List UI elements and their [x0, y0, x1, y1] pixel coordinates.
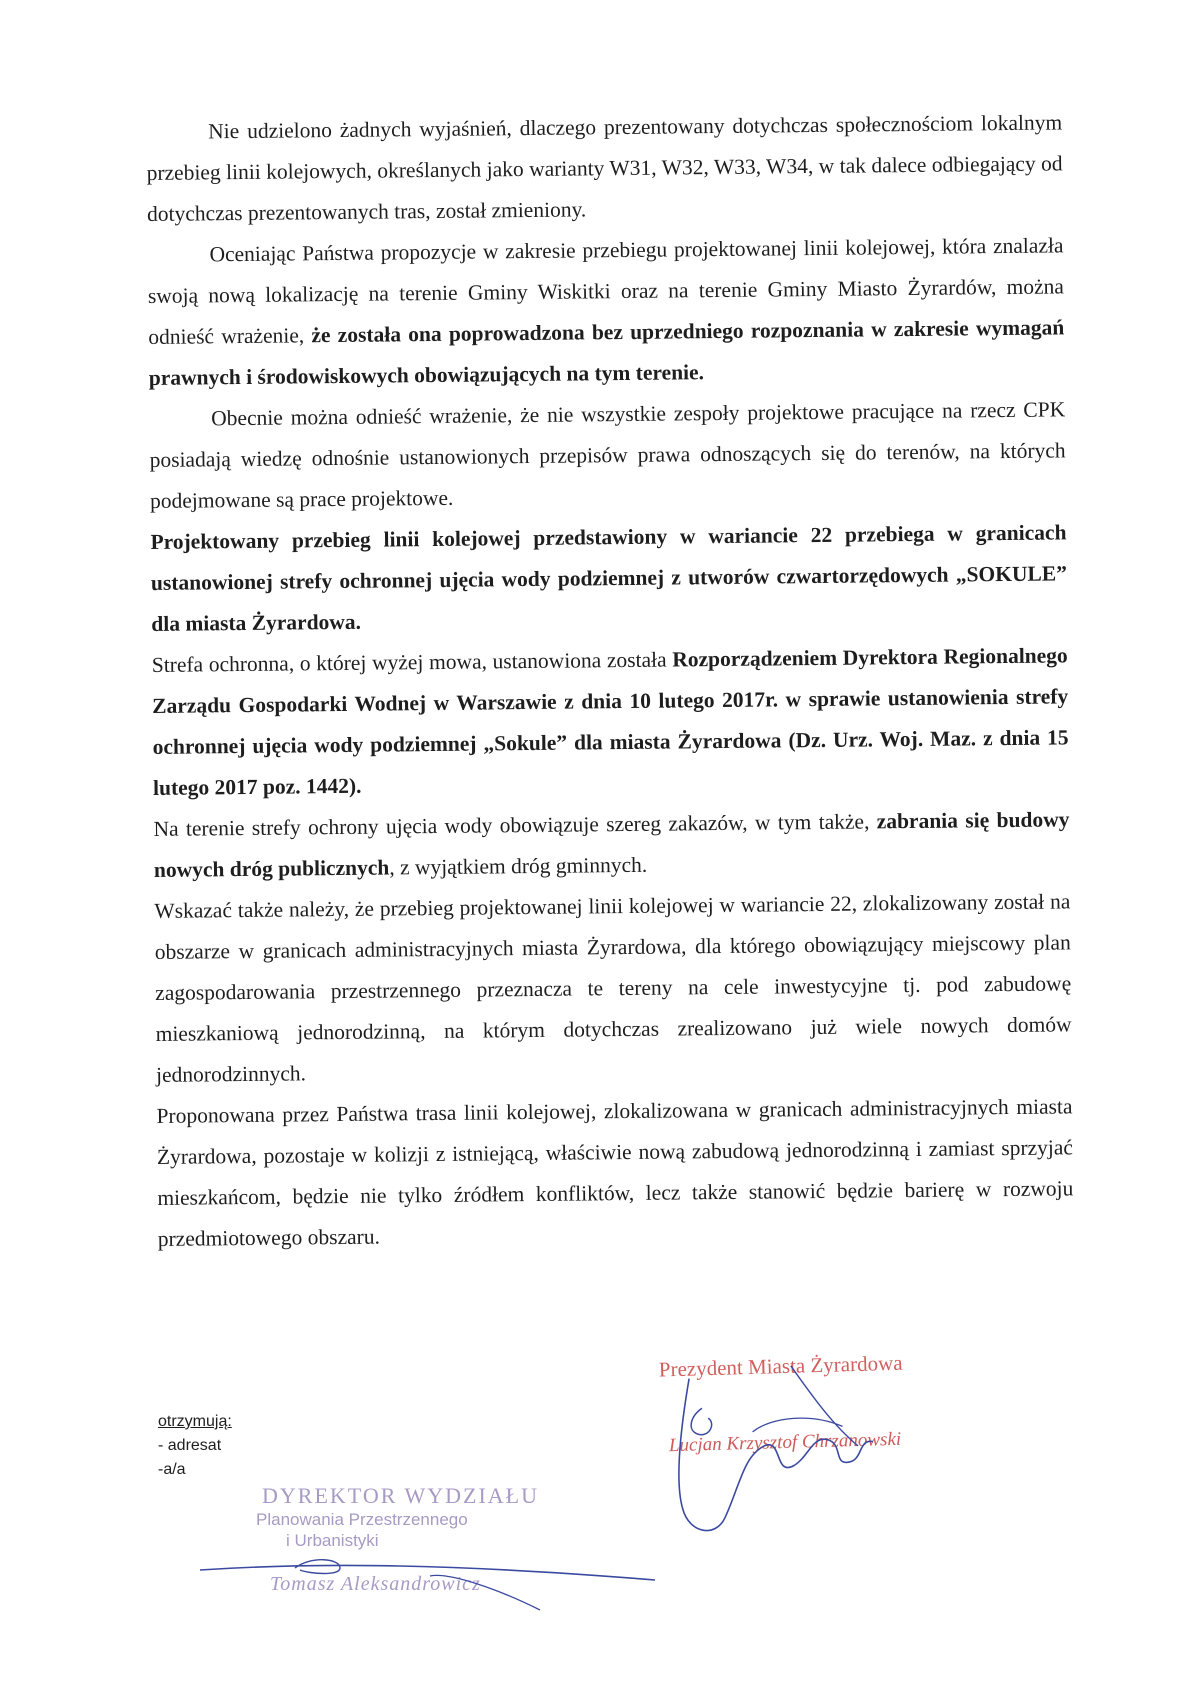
text-run: , z wyjątkiem dróg gminnych.: [389, 852, 648, 880]
handwritten-signature: [640, 1331, 976, 1550]
bold-text-run: zabrania się budowy nowych dróg publicznych: [153, 807, 1070, 882]
bold-text-run: Projektowany przebieg linii kolejowej przedstawiony w wariancie 22 przebiega w granicach ustanowionej strefy ochronnej ujęcia wody podziemnej z utworów czwartorzędowych „SOKULE” dla miasta Żyrardowa.: [150, 520, 1068, 636]
department-stamp-line2: i Urbanistyki: [286, 1531, 379, 1550]
text-run: Na terenie strefy ochrony ujęcia wody obowiązuje szereg zakazów, w tym także,: [153, 809, 877, 841]
body-paragraph: [154, 881, 1072, 1096]
body-paragraph: [147, 225, 1065, 399]
department-stamp-name: Tomasz Aleksandrowicz: [270, 1573, 481, 1595]
text-run: Obecnie można odnieść wrażenie, że nie wszystkie zespoły projektowe pracujące na rzecz CPK posiadają wiedzę odnośnie ustanowionych przepisów prawa odnoszących się do terenów, na których podejmowane są prace projektowe.: [149, 397, 1066, 513]
body-paragraph: [150, 512, 1067, 645]
body-paragraph: [149, 389, 1066, 522]
body-paragraph: [152, 635, 1070, 809]
department-stamp-line1: Planowania Przestrzennego: [256, 1510, 468, 1529]
text-run: Oceniając Państwa propozycje w zakresie przebiegu projektowanej linii kolejowej, która znalazła swoją nową lokalizację na terenie Gminy Wiskitki oraz na terenie Gminy Miasto Żyrardów, można odnieść wrażenie,: [147, 233, 1065, 349]
department-signature: [200, 1550, 660, 1630]
text-run: Wskazać także należy, że przebieg projektowanej linii kolejowej w wariancie 22, zlokalizowany został na obszarze w granicach administracyjnych miasta Żyrardowa, dla którego obowiązujący miejscowy plan zagospodarowania przestrzennego przeznacza te tereny na cele inwestycyjne tj. pod zabudowę mieszkaniową jednorodzinną, na którym dotychczas zrealizowano już wiele nowych domów jednorodzinnych.: [154, 889, 1072, 1087]
bold-text-run: że została ona poprowadzona bez uprzedniego rozpoznania w zakresie wymagań prawnych i środowiskowych obowiązujących na tym terenie.: [148, 315, 1065, 390]
recipient-item: -a/a: [158, 1461, 186, 1478]
body-paragraph: [156, 1086, 1074, 1260]
bold-text-run: Rozporządzeniem Dyrektora Regionalnego Zarządu Gospodarki Wodnej w Warszawie z dnia 10 lutego 2017r. w sprawie ustanowienia strefy ochronnej ujęcia wody podziemnej „Sokule” dla miasta Żyrardowa (Dz. Urz. Woj. Maz. z dnia 15 lutego 2017 poz. 1442).: [152, 643, 1069, 800]
recipients-list: [158, 1410, 232, 1482]
letter-body: [146, 102, 1074, 1260]
signature-block: [640, 1331, 976, 1550]
signatory-title-stamp: Prezydent Miasta Żyrardowa: [658, 1350, 903, 1382]
signatory-name-stamp: Lucjan Krzysztof Chrzanowski: [668, 1428, 902, 1457]
recipient-item: - adresat: [158, 1437, 222, 1454]
department-stamp-title: DYREKTOR WYDZIAŁU: [262, 1483, 539, 1508]
text-run: Proponowana przez Państwa trasa linii kolejowej, zlokalizowana w granicach administracyjnych miasta Żyrardowa, pozostaje w kolizji z istniejącą, właściwie nową zabudową jednorodzinną i zamiast sprzyjać mieszkańcom, będzie nie tylko źródłem konfliktów, lecz także stanowić będzie barierę w rozwoju przedmiotowego obszaru.: [156, 1094, 1074, 1251]
body-paragraph: [153, 799, 1070, 891]
text-run: Nie udzielono żadnych wyjaśnień, dlaczego prezentowany dotychczas społecznościom lokalnym przebieg linii kolejowych, określanych jako warianty W31, W32, W33, W34, w tak dalece odbiegający od dotychczas prezentowanych tras, został zmieniony.: [146, 110, 1063, 226]
text-run: Strefa ochronna, o której wyżej mowa, ustanowiona została: [151, 647, 673, 677]
body-paragraph: [146, 102, 1063, 235]
recipients-heading: otrzymują:: [158, 1413, 232, 1430]
